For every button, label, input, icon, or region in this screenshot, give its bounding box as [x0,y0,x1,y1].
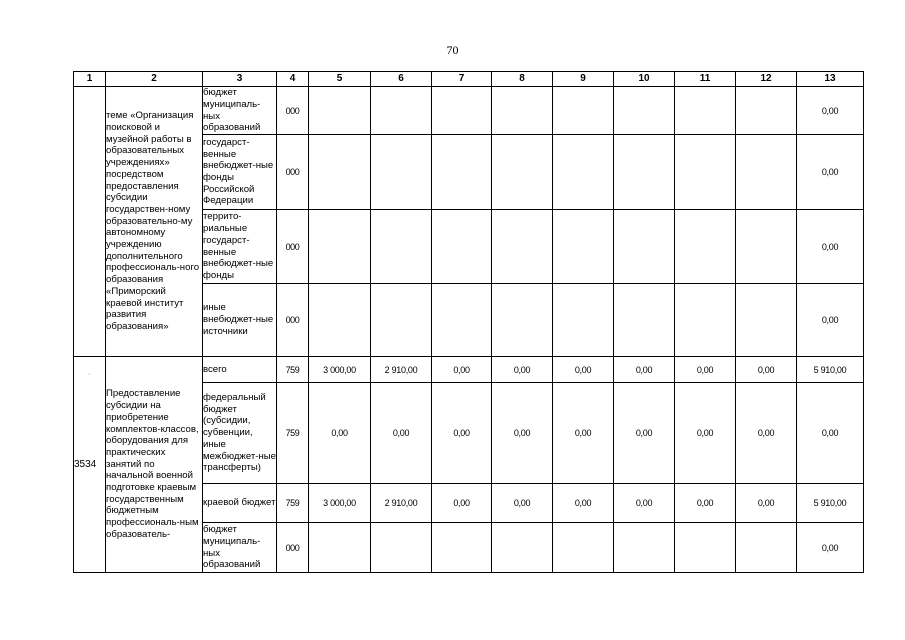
value-cell: 0,00 [675,484,736,523]
header-cell: 1 [74,72,106,87]
value-cell [553,284,614,357]
row-number-mark: · [88,371,91,378]
total-cell: 0,00 [797,523,864,573]
value-cell [675,135,736,210]
total-cell: 0,00 [797,210,864,284]
funding-source: бюджет муниципаль-ных образований [203,523,277,573]
header-cell: 6 [371,72,432,87]
value-cell: 0,00 [432,383,492,484]
value-cell: 0,00 [492,484,553,523]
value-cell [432,523,492,573]
code-cell: 000 [277,523,309,573]
value-cell: 0,00 [432,484,492,523]
value-cell [309,284,371,357]
value-cell [432,87,492,135]
value-cell [492,523,553,573]
value-cell [675,210,736,284]
value-cell [614,135,675,210]
value-cell [492,135,553,210]
value-cell [553,87,614,135]
header-cell: 13 [797,72,864,87]
measure-title: теме «Организация поисковой и музейной работы в образовательных учреждениях» посредством предоставления субсидии государствен-ному образовательно-му автономному учреждению дополнительного профессиональ-ного образования «Приморский краевой институт развития образования» [106,87,203,357]
value-cell: 0,00 [309,383,371,484]
value-cell: 0,00 [736,357,797,383]
value-cell [736,87,797,135]
code-cell: 759 [277,383,309,484]
value-cell [492,87,553,135]
code-cell: 759 [277,484,309,523]
value-cell [309,210,371,284]
header-cell: 2 [106,72,203,87]
total-cell: 5 910,00 [797,484,864,523]
value-cell: 0,00 [492,383,553,484]
funding-source: террито-риальные государст-венные внебюджет-ные фонды [203,210,277,284]
budget-table [73,71,864,573]
value-cell [371,87,432,135]
value-cell: 0,00 [553,383,614,484]
header-cell: 4 [277,72,309,87]
row-number-cell [74,87,106,357]
value-cell [675,284,736,357]
value-cell [371,523,432,573]
value-cell [432,210,492,284]
value-cell [675,523,736,573]
value-cell [736,523,797,573]
funding-source: всего [203,357,277,383]
value-cell [371,135,432,210]
value-cell [614,210,675,284]
header-cell: 11 [675,72,736,87]
measure-title: Предоставление субсидии на приобретение комплектов-классов, оборудования для практических занятий по начальной военной подготовке краевым государственным бюджетным профессиональ-ным образователь- [106,357,203,573]
total-cell: 5 910,00 [797,357,864,383]
value-cell [614,284,675,357]
code-cell: 000 [277,210,309,284]
funding-source: иные внебюджет-ные источники [203,284,277,357]
value-cell: 0,00 [553,357,614,383]
value-cell [492,210,553,284]
value-cell: 3 000,00 [309,357,371,383]
header-cell: 10 [614,72,675,87]
value-cell: 0,00 [614,484,675,523]
row-number: 3534 [74,459,97,470]
code-cell: 000 [277,87,309,135]
value-cell [371,210,432,284]
value-cell: 0,00 [371,383,432,484]
value-cell: 3 000,00 [309,484,371,523]
code-cell: 759 [277,357,309,383]
value-cell [492,284,553,357]
value-cell: 0,00 [614,383,675,484]
total-cell: 0,00 [797,87,864,135]
value-cell: 0,00 [736,484,797,523]
header-cell: 9 [553,72,614,87]
header-cell: 3 [203,72,277,87]
table-row [74,87,864,135]
code-cell: 000 [277,135,309,210]
value-cell [736,284,797,357]
funding-source: федеральный бюджет (субсидии, субвенции, иные межбюджет-ные трансферты) [203,383,277,484]
page-number: 70 [446,43,459,57]
value-cell [309,523,371,573]
header-cell: 8 [492,72,553,87]
value-cell: 0,00 [614,357,675,383]
value-cell [675,87,736,135]
value-cell: 0,00 [492,357,553,383]
funding-source: бюджет муниципаль-ных образований [203,87,277,135]
value-cell: 0,00 [675,357,736,383]
value-cell [553,210,614,284]
value-cell [371,284,432,357]
value-cell: 0,00 [432,357,492,383]
value-cell: 0,00 [553,484,614,523]
value-cell: 0,00 [736,383,797,484]
value-cell: 2 910,00 [371,357,432,383]
total-cell: 0,00 [797,135,864,210]
header-row [74,72,864,87]
row-number-cell [74,357,106,573]
value-cell [614,523,675,573]
header-cell: 5 [309,72,371,87]
value-cell: 2 910,00 [371,484,432,523]
table-row [74,357,864,383]
code-cell: 000 [277,284,309,357]
funding-source: государст-венные внебюджет-ные фонды Российской Федерации [203,135,277,210]
value-cell [736,210,797,284]
value-cell [553,135,614,210]
header-cell: 12 [736,72,797,87]
value-cell: 0,00 [675,383,736,484]
value-cell [432,284,492,357]
total-cell: 0,00 [797,383,864,484]
header-cell: 7 [432,72,492,87]
value-cell [614,87,675,135]
value-cell [309,87,371,135]
funding-source: краевой бюджет [203,484,277,523]
value-cell [309,135,371,210]
total-cell: 0,00 [797,284,864,357]
value-cell [432,135,492,210]
value-cell [736,135,797,210]
value-cell [553,523,614,573]
